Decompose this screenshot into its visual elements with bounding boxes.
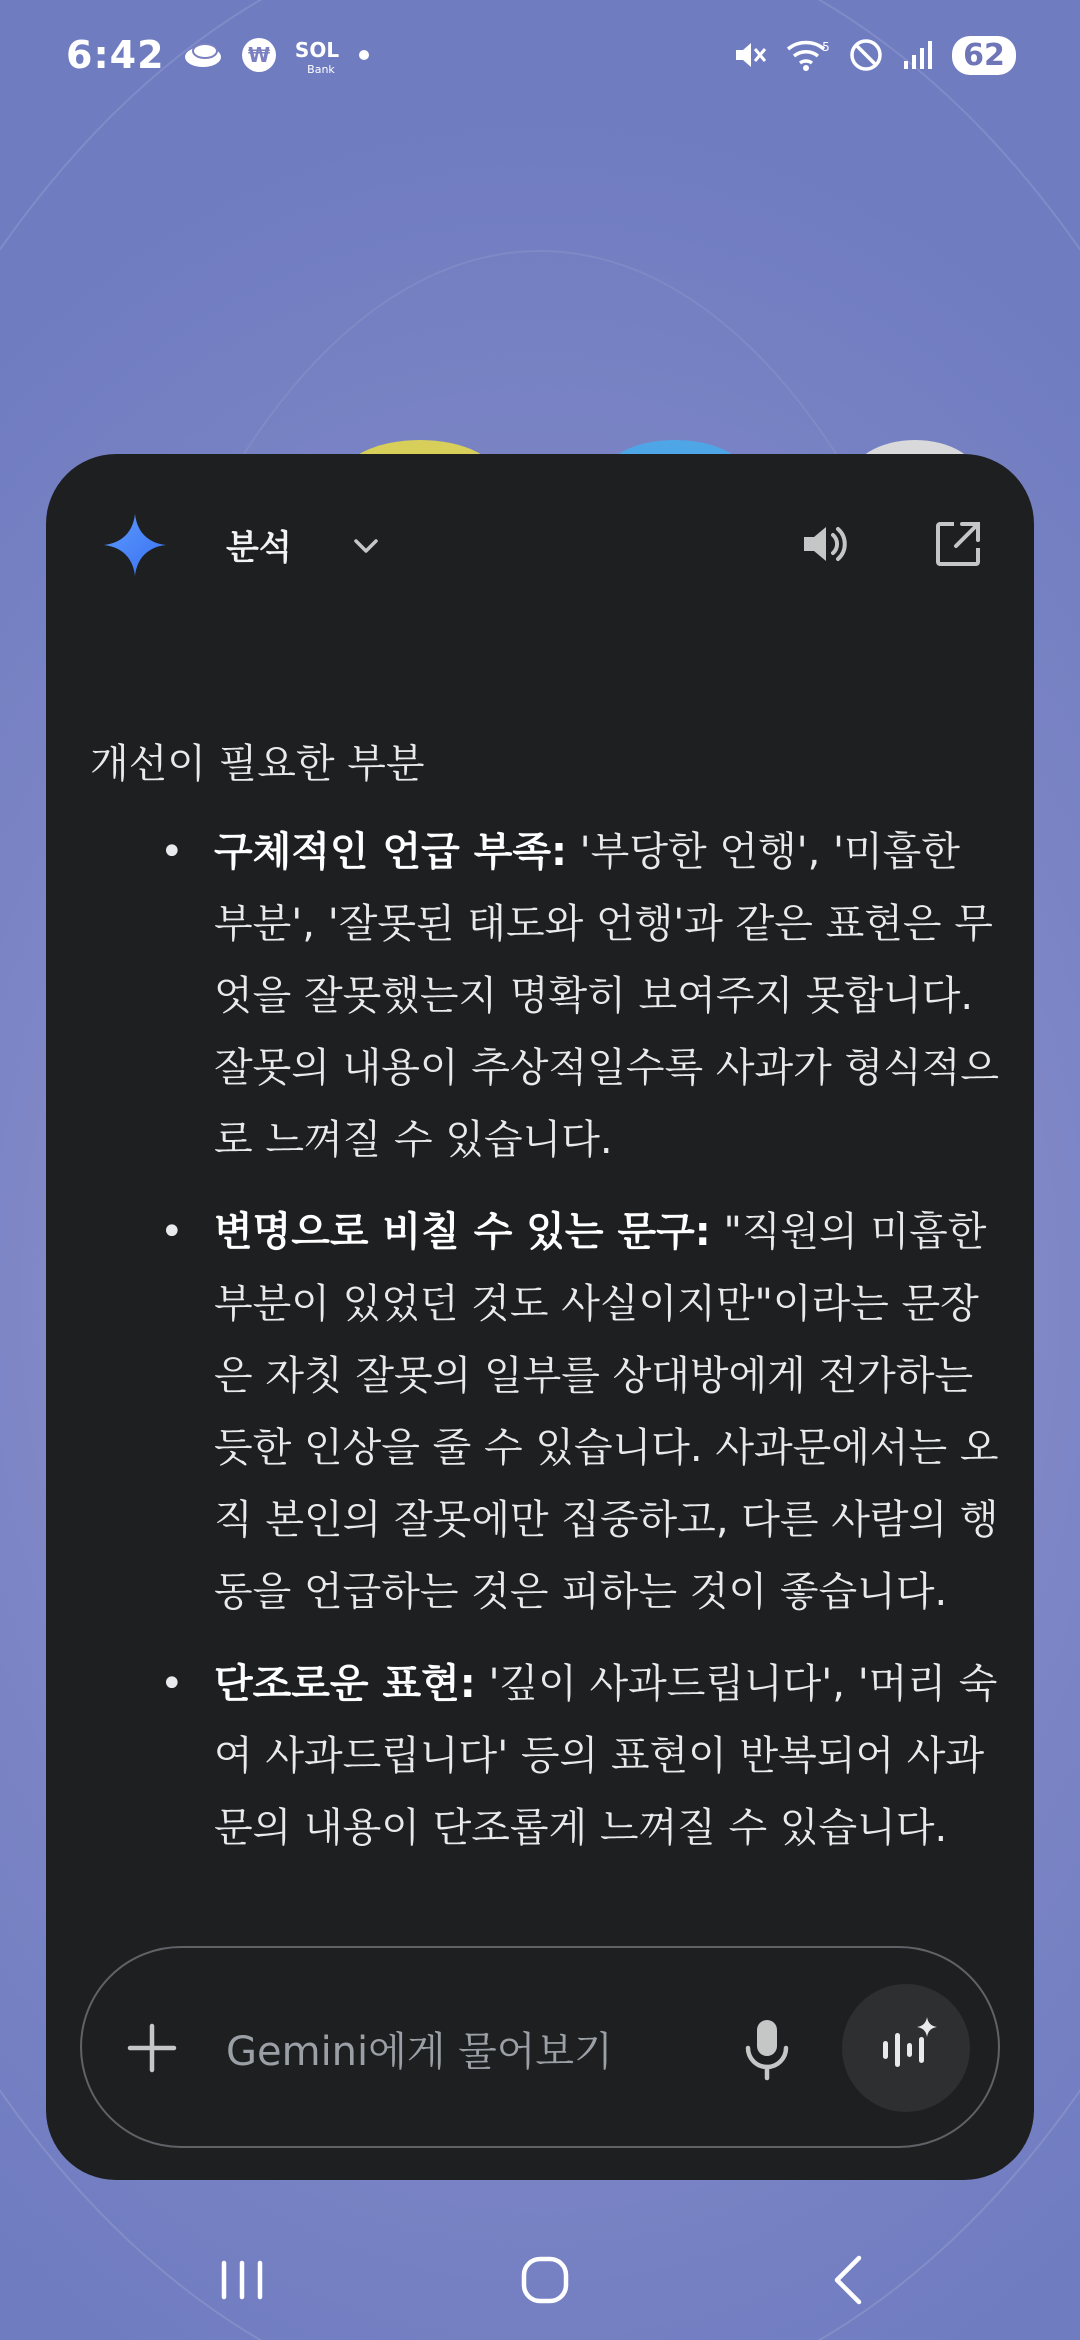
home-button[interactable] [505, 2240, 585, 2320]
cloud-coin-icon [183, 39, 223, 71]
back-button[interactable] [810, 2240, 890, 2320]
prompt-input[interactable]: Gemini에게 물어보기 [226, 2029, 613, 2075]
bullet-dot-icon: • [160, 1209, 184, 1255]
status-bar [0, 0, 1080, 110]
list-item [90, 1196, 1010, 1628]
wifi-icon [786, 37, 830, 73]
gemini-panel [46, 454, 1034, 2180]
prompt-input-bar[interactable] [80, 1946, 1000, 2148]
recents-button[interactable] [202, 2240, 282, 2320]
battery-level: 62 [952, 36, 1016, 75]
bullet-text: '깊이 사과드립니다', '머리 숙여 사과드립니다' 등의 표현이 반복되어 사과문의 내용이 단조롭게 느껴질 수 있습니다. [214, 1661, 998, 1851]
svg-text:Bank: Bank [306, 63, 335, 76]
bullet-text: "직원의 미흡한 부분이 있었던 것도 사실이지만"이라는 문장은 자칫 잘못의 일부를 상대방에게 전가하는 듯한 인상을 줄 수 있습니다. 사과문에서는 오직 본인의 잘못에만 집중하고, 다른 사람의 행동을 언급하는 것은 피하는 것이 좋습니다. [214, 1209, 999, 1615]
bullet-list [90, 816, 1010, 1864]
model-selector-label[interactable]: 분석 [226, 528, 292, 568]
plus-icon[interactable] [122, 2018, 182, 2078]
status-time: 6:42 [66, 33, 165, 77]
mute-icon [732, 37, 768, 73]
won-pay-icon [241, 37, 277, 73]
chevron-down-icon[interactable] [346, 526, 386, 566]
bullet-dot-icon: • [160, 1661, 184, 1707]
home-icon [515, 2250, 575, 2310]
mic-icon[interactable] [738, 2016, 796, 2082]
svg-text:SOL: SOL [294, 38, 339, 62]
section-title: 개선이 필요한 부분 [90, 741, 425, 787]
panel-header [46, 454, 1034, 634]
svg-text:5: 5 [822, 40, 830, 54]
sol-bank-icon [295, 33, 339, 77]
open-in-new-icon[interactable] [930, 516, 986, 572]
bullet-heading: 변명으로 비칠 수 있는 문구: [214, 1209, 711, 1255]
speaker-icon[interactable] [796, 516, 852, 572]
svg-text:₩: ₩ [247, 43, 270, 67]
gemini-live-button[interactable] [842, 1984, 970, 2112]
bullet-text: '부당한 언행', '미흡한 부분', '잘못된 태도와 언행'과 같은 표현은 무엇을 잘못했는지 명확히 보여주지 못합니다. 잘못의 내용이 추상적일수록 사과가 형식적으로 느껴질 수 있습니다. [214, 829, 1000, 1163]
live-waveform-icon [871, 2013, 941, 2083]
response-content [90, 734, 1010, 1884]
signal-icon [902, 39, 934, 71]
system-nav-bar [0, 2220, 1080, 2340]
recents-icon [212, 2255, 272, 2305]
dot-icon [357, 48, 371, 62]
bullet-dot-icon: • [160, 829, 184, 875]
list-item [90, 1648, 1010, 1864]
back-icon [825, 2250, 875, 2310]
list-item [90, 816, 1010, 1176]
do-not-disturb-icon [848, 37, 884, 73]
bullet-heading: 구체적인 언급 부족: [214, 829, 567, 875]
gemini-sparkle-icon [102, 512, 168, 578]
bullet-heading: 단조로운 표현: [214, 1661, 476, 1707]
